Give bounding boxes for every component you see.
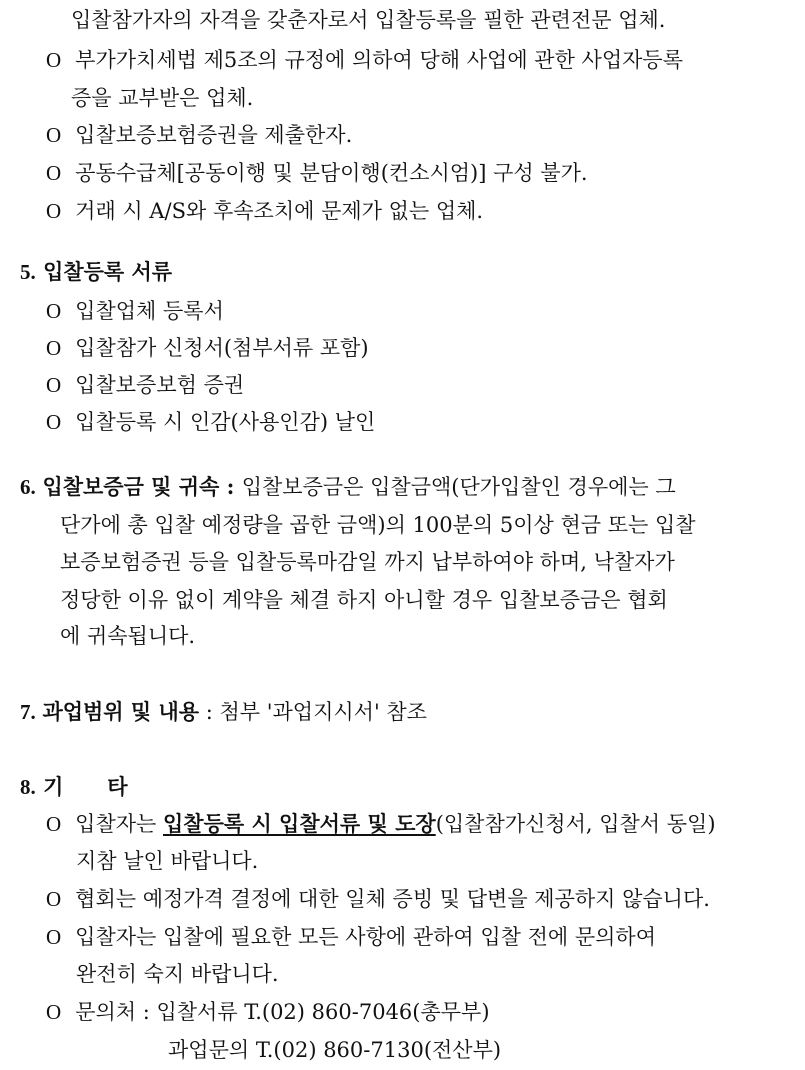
bullet: O <box>46 410 62 434</box>
bullet: O <box>46 812 62 836</box>
section-5-heading: 5. 입찰등록 서류 <box>20 259 173 284</box>
section-7-title: 과업범위 및 내용 <box>42 699 200 724</box>
list-item: O 입찰업체 등록서 <box>46 299 224 323</box>
paragraph-line: 정당한 이유 없이 계약을 체결 하지 아니할 경우 입찰보증금은 협회 <box>60 588 668 612</box>
list-item: O 공동수급체[공동이행 및 분담이행(컨소시엄)] 구성 불가. <box>46 161 588 185</box>
bullet: O <box>46 373 62 397</box>
section-6-heading: 6. 입찰보증금 및 귀속 : 입찰보증금은 입찰금액(단가입찰인 경우에는 그 <box>20 474 676 499</box>
bullet: O <box>46 887 62 911</box>
bullet: O <box>46 336 62 360</box>
bullet: O <box>46 199 62 223</box>
paragraph-line: 보증보험증권 등을 입찰등록마감일 까지 납부하여야 하며, 낙찰자가 <box>60 550 675 574</box>
intro-text: 입찰참가자의 자격을 갖춘자로서 입찰등록을 필한 관련전문 업체. <box>71 8 666 32</box>
bullet: O <box>46 299 62 323</box>
list-item: O 입찰자는 입찰에 필요한 모든 사항에 관하여 입찰 전에 문의하여 <box>46 925 657 949</box>
bullet: O <box>46 1000 62 1024</box>
emphasis-underlined: 입찰등록 시 입찰서류 및 도장 <box>163 811 436 836</box>
bullet: O <box>46 161 62 185</box>
list-item: O 입찰보증보험 증권 <box>46 373 245 397</box>
contact-line: 입찰서류 T.(02) 860-7046(총무부) <box>156 1000 490 1024</box>
list-item: O 입찰참가 신청서(첨부서류 포함) <box>46 336 369 360</box>
list-item: O 입찰자는 입찰등록 시 입찰서류 및 도장(입찰참가신청서, 입찰서 동일) <box>46 811 716 836</box>
bullet: O <box>46 48 62 72</box>
list-item-continuation: 완전히 숙지 바랍니다. <box>76 962 279 986</box>
section-8-heading: 8. 기 타 <box>20 774 128 799</box>
list-item: O 입찰보증보험증권을 제출한자. <box>46 123 353 147</box>
section-6-title: 입찰보증금 및 귀속 <box>42 474 220 499</box>
list-item-continuation: 증을 교부받은 업체. <box>71 86 254 110</box>
bullet: O <box>46 123 62 147</box>
paragraph-line: 단가에 총 입찰 예정량을 곱한 금액)의 100분의 5이상 현금 또는 입찰 <box>60 513 696 537</box>
list-item: O 부가가치세법 제5조의 규정에 의하여 당해 사업에 관한 사업자등록 <box>46 48 683 72</box>
paragraph-line: 에 귀속됩니다. <box>60 624 196 648</box>
section-7-heading: 7. 과업범위 및 내용 : 첨부 '과업지시서' 참조 <box>20 699 427 724</box>
list-item: O 협회는 예정가격 결정에 대한 일체 증빙 및 답변을 제공하지 않습니다. <box>46 887 710 911</box>
bullet: O <box>46 925 62 949</box>
list-item: O 입찰등록 시 인감(사용인감) 날인 <box>46 410 376 434</box>
contact-line: 과업문의 T.(02) 860-7130(전산부) <box>168 1038 502 1062</box>
list-item-continuation: 지참 날인 바랍니다. <box>76 849 259 873</box>
list-item: O 문의처 : 입찰서류 T.(02) 860-7046(총무부) <box>46 1000 490 1024</box>
list-item: O 거래 시 A/S와 후속조치에 문제가 없는 업체. <box>46 199 484 223</box>
